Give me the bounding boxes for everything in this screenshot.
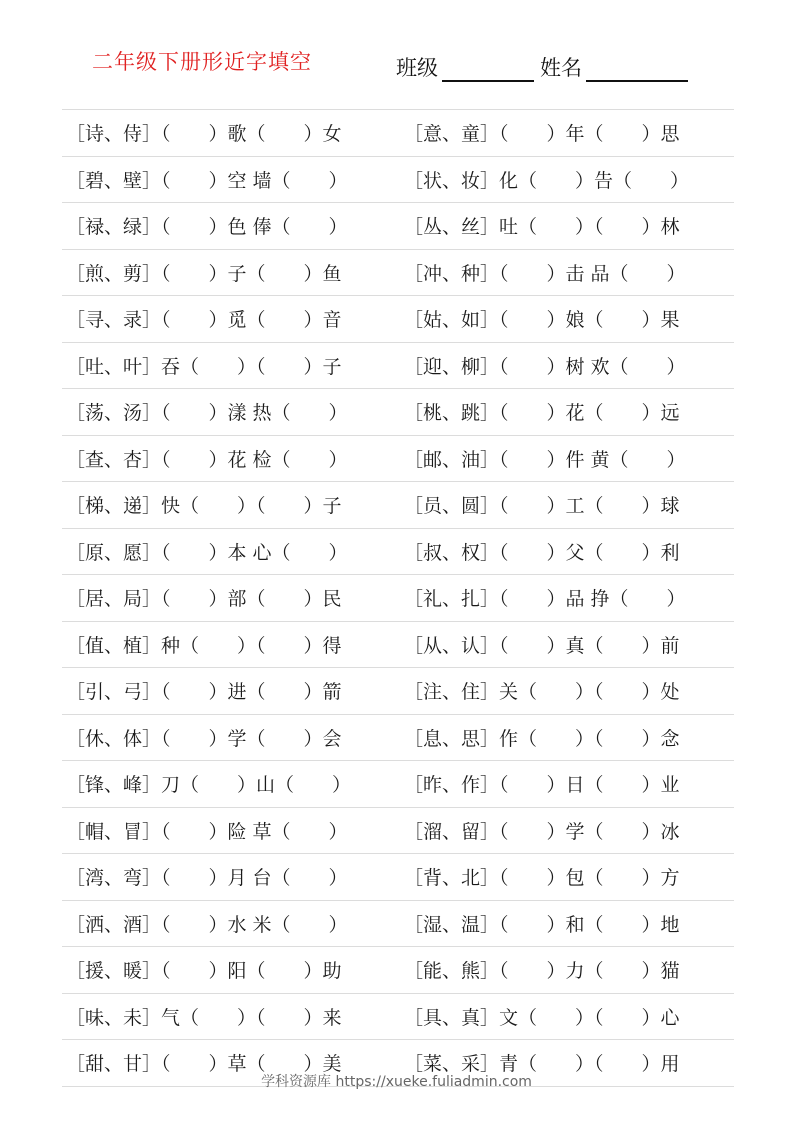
exercise-row bbox=[62, 994, 734, 1041]
exercise-right: ［能、熊］（ ）力（ ）猫 bbox=[404, 960, 680, 983]
exercise-right: ［桃、跳］（ ）花（ ）远 bbox=[404, 402, 680, 425]
exercise-left: ［禄、绿］（ ）色 俸（ ） bbox=[66, 216, 348, 239]
exercise-row bbox=[62, 668, 734, 715]
exercise-right: ［从、认］（ ）真（ ）前 bbox=[404, 634, 680, 657]
exercise-row bbox=[62, 622, 734, 669]
exercise-left: ［居、局］（ ）部（ ）民 bbox=[66, 588, 342, 611]
exercise-left: ［寻、录］（ ）觅（ ）音 bbox=[66, 309, 342, 332]
exercise-row bbox=[62, 157, 734, 204]
exercise-right: ［礼、扎］（ ）品 挣（ ） bbox=[404, 588, 686, 611]
exercise-left: ［锋、峰］刀（ ）山（ ） bbox=[66, 774, 352, 797]
exercise-left: ［味、未］气（ ）（ ）来 bbox=[66, 1006, 342, 1029]
exercise-row bbox=[62, 436, 734, 483]
exercise-row bbox=[62, 343, 734, 390]
exercise-right: ［意、童］（ ）年（ ）思 bbox=[404, 123, 680, 146]
exercise-right: ［邮、油］（ ）件 黄（ ） bbox=[404, 448, 686, 471]
exercise-row bbox=[62, 529, 734, 576]
exercise-row bbox=[62, 482, 734, 529]
exercise-row bbox=[62, 761, 734, 808]
exercise-row bbox=[62, 389, 734, 436]
exercise-left: ［湾、弯］（ ）月 台（ ） bbox=[66, 867, 348, 890]
exercise-right: ［菜、采］青（ ）（ ）用 bbox=[404, 1053, 680, 1076]
exercise-table bbox=[62, 109, 734, 1087]
student-info bbox=[396, 52, 688, 82]
exercise-row bbox=[62, 854, 734, 901]
exercise-right: ［湿、温］（ ）和（ ）地 bbox=[404, 913, 680, 936]
exercise-row bbox=[62, 296, 734, 343]
exercise-left: ［甜、甘］（ ）草（ ）美 bbox=[66, 1053, 342, 1076]
exercise-left: ［值、植］种（ ）（ ）得 bbox=[66, 634, 342, 657]
exercise-row bbox=[62, 203, 734, 250]
exercise-row bbox=[62, 947, 734, 994]
watermark: 学科资源库 https://xueke.fuliadmin.com bbox=[261, 1074, 532, 1090]
exercise-right: ［迎、柳］（ ）树 欢（ ） bbox=[404, 355, 686, 378]
exercise-right: ［具、真］文（ ）（ ）心 bbox=[404, 1006, 680, 1029]
exercise-right: ［员、圆］（ ）工（ ）球 bbox=[404, 495, 680, 518]
exercise-right: ［状、妆］化（ ）告（ ） bbox=[404, 169, 690, 192]
exercise-row bbox=[62, 901, 734, 948]
exercise-left: ［引、弓］（ ）进（ ）箭 bbox=[66, 681, 342, 704]
exercise-left: ［诗、侍］（ ）歌（ ）女 bbox=[66, 123, 342, 146]
exercise-left: ［梯、递］快（ ）（ ）子 bbox=[66, 495, 342, 518]
exercise-right: ［叔、权］（ ）父（ ）利 bbox=[404, 541, 680, 564]
name-label: 姓名 bbox=[540, 56, 582, 80]
name-blank-line bbox=[586, 58, 688, 82]
exercise-row bbox=[62, 575, 734, 622]
exercise-left: ［援、暖］（ ）阳（ ）助 bbox=[66, 960, 342, 983]
exercise-row bbox=[62, 715, 734, 762]
exercise-left: ［吐、叶］吞（ ）（ ）子 bbox=[66, 355, 342, 378]
exercise-right: ［姑、如］（ ）娘（ ）果 bbox=[404, 309, 680, 332]
exercise-right: ［背、北］（ ）包（ ）方 bbox=[404, 867, 680, 890]
page-title: 二年级下册形近字填空 bbox=[92, 50, 312, 74]
exercise-right: ［溜、留］（ ）学（ ）冰 bbox=[404, 820, 680, 843]
exercise-left: ［查、杏］（ ）花 检（ ） bbox=[66, 448, 348, 471]
exercise-right: ［丛、丝］吐（ ）（ ）林 bbox=[404, 216, 680, 239]
class-label: 班级 bbox=[396, 56, 438, 80]
exercise-left: ［洒、酒］（ ）水 米（ ） bbox=[66, 913, 348, 936]
exercise-left: ［帽、冒］（ ）险 草（ ） bbox=[66, 820, 348, 843]
class-blank-line bbox=[442, 58, 534, 82]
exercise-left: ［碧、壁］（ ）空 墙（ ） bbox=[66, 169, 348, 192]
exercise-left: ［原、愿］（ ）本 心（ ） bbox=[66, 541, 348, 564]
exercise-right: ［冲、种］（ ）击 品（ ） bbox=[404, 262, 686, 285]
exercise-row bbox=[62, 110, 734, 157]
exercise-left: ［休、体］（ ）学（ ）会 bbox=[66, 727, 342, 750]
exercise-left: ［荡、汤］（ ）漾 热（ ） bbox=[66, 402, 348, 425]
exercise-right: ［注、住］关（ ）（ ）处 bbox=[404, 681, 680, 704]
exercise-right: ［息、思］作（ ）（ ）念 bbox=[404, 727, 680, 750]
exercise-left: ［煎、剪］（ ）子（ ）鱼 bbox=[66, 262, 342, 285]
exercise-row bbox=[62, 808, 734, 855]
exercise-row bbox=[62, 250, 734, 297]
exercise-right: ［昨、作］（ ）日（ ）业 bbox=[404, 774, 680, 797]
